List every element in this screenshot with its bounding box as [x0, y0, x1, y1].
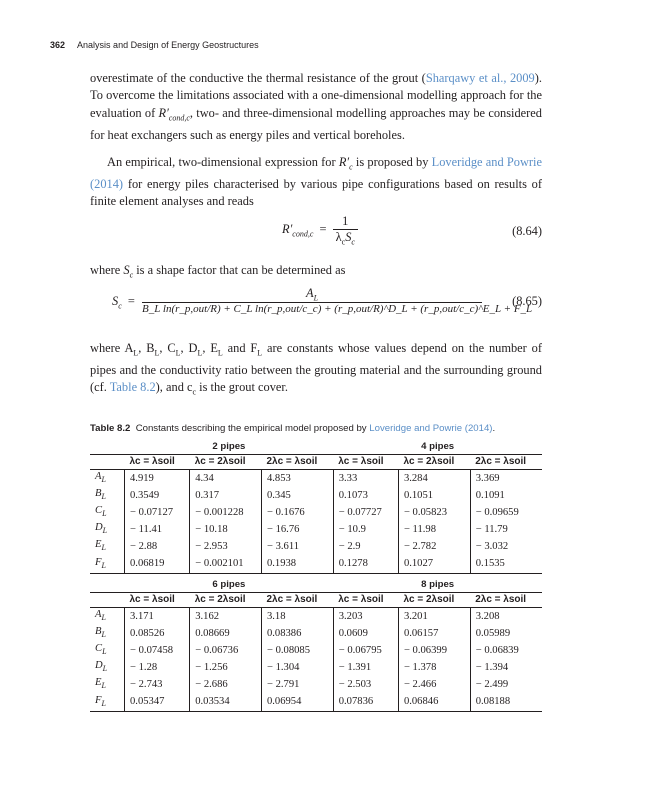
table-cell: − 10.18: [190, 521, 262, 538]
table-cell: − 2.466: [398, 676, 470, 693]
table-cell: 3.33: [333, 470, 398, 488]
column-header: 2λc = λsoil: [470, 455, 542, 470]
table-caption: Table 8.2 Constants describing the empirical model proposed by Loveridge and Powrie (2014).: [90, 423, 496, 434]
table-cell: 0.1938: [261, 556, 333, 574]
table-cell: 3.18: [261, 608, 333, 626]
table-cell: 0.1535: [470, 556, 542, 574]
table-cell: 0.03534: [190, 694, 262, 712]
table-row: [90, 521, 542, 538]
row-label: $F_L$: [90, 694, 125, 712]
row-label: $E_L$: [95, 677, 106, 691]
equation-8-64: $R'_{cond,c}$ = $\frac{1}{\lambda_cS_c}$ (8.64): [282, 214, 542, 247]
running-title: Analysis and Design of Energy Geostructures: [77, 40, 259, 50]
blank-cell: [90, 440, 125, 455]
column-header: λc = 2λsoil: [398, 593, 470, 608]
table-row: [90, 487, 542, 504]
page-number: 362: [50, 40, 66, 50]
table-cell: − 1.394: [470, 659, 542, 676]
blank-header: [90, 593, 125, 608]
table-cell: 0.0609: [333, 625, 398, 642]
table-cell: 0.05989: [470, 625, 542, 642]
table-cell: 4.853: [261, 470, 333, 488]
table-row: [90, 694, 542, 712]
table-cell: 3.203: [333, 608, 398, 626]
table-row: [90, 556, 542, 574]
table-cell: 0.1073: [333, 487, 398, 504]
constants-table-block-1: [90, 440, 542, 574]
equation-denominator: B_L ln(r_p,out/R) + C_L ln(r_p,out/c_c) + (r_p,out/R)^D_L + (r_p,out/c_c)^E_L + F_L: [142, 303, 533, 316]
table-cell: − 2.88: [125, 538, 190, 555]
table-cell: − 0.07458: [125, 642, 190, 659]
caption-citation[interactable]: Loveridge and Powrie (2014): [369, 423, 493, 434]
table-cell: 0.05347: [125, 694, 190, 712]
column-header: λc = λsoil: [125, 455, 190, 470]
table-cell: 3.171: [125, 608, 190, 626]
table-cell: 0.1278: [333, 556, 398, 574]
group-header-row: [90, 440, 542, 455]
table-cell: 0.08526: [125, 625, 190, 642]
table-cell: 0.08669: [190, 625, 262, 642]
column-header-row: [90, 593, 542, 608]
table-row: [90, 659, 542, 676]
group-header: 8 pipes: [421, 579, 455, 590]
table-cell: − 2.503: [333, 676, 398, 693]
column-header: λc = 2λsoil: [398, 455, 470, 470]
table-reference[interactable]: Table 8.2: [109, 380, 156, 395]
table-cell: − 0.06795: [333, 642, 398, 659]
table-cell: − 0.002101: [190, 556, 262, 574]
row-label: $D_L$: [95, 522, 108, 536]
column-header: 2λc = λsoil: [261, 455, 333, 470]
table-cell: 4.34: [190, 470, 262, 488]
table-cell: 3.208: [470, 608, 542, 626]
table-cell: − 16.76: [261, 521, 333, 538]
citation-sharqawy[interactable]: Sharqawy et al., 2009: [425, 71, 535, 85]
table-cell: − 11.98: [398, 521, 470, 538]
table-cell: 3.201: [398, 608, 470, 626]
table-cell: − 1.391: [333, 659, 398, 676]
table-cell: − 0.1676: [261, 504, 333, 521]
row-label: $B_L$: [95, 488, 106, 502]
column-header: λc = λsoil: [333, 593, 398, 608]
table-cell: − 10.9: [333, 521, 398, 538]
table-cell: − 0.07727: [333, 504, 398, 521]
table-cell: 0.08188: [470, 694, 542, 712]
table-cell: 4.919: [125, 470, 190, 488]
table-cell: − 0.05823: [398, 504, 470, 521]
column-header: 2λc = λsoil: [470, 593, 542, 608]
citation-loveridge[interactable]: Loveridge and Powrie (2014): [90, 155, 542, 191]
table-cell: − 2.743: [125, 676, 190, 693]
table-row: [90, 504, 542, 521]
table-cell: − 0.09659: [470, 504, 542, 521]
table-cell: − 0.08085: [261, 642, 333, 659]
table-cell: 0.06157: [398, 625, 470, 642]
equation-8-65: $S_c$ = $A_L$ B_L ln(r_p,out/R) + C_L ln(r_p,out/c_c) + (r_p,out/R)^D_L + (r_p,out/c_c)^E_L + F_L (8.65): [112, 286, 542, 316]
table-cell: 0.1091: [470, 487, 542, 504]
table-cell: 3.284: [398, 470, 470, 488]
row-label: $E_L$: [95, 539, 106, 553]
table-cell: − 3.032: [470, 538, 542, 555]
table-cell: − 2.953: [190, 538, 262, 555]
table-cell: 0.07836: [333, 694, 398, 712]
table-row: [90, 470, 542, 488]
row-label: $A_L$: [95, 609, 106, 623]
table-cell: − 2.782: [398, 538, 470, 555]
table-cell: − 0.001228: [190, 504, 262, 521]
table-cell: 0.345: [261, 487, 333, 504]
table-cell: 0.08386: [261, 625, 333, 642]
column-header: λc = 2λsoil: [190, 593, 262, 608]
table-cell: 3.369: [470, 470, 542, 488]
column-header-row: [90, 455, 542, 470]
table-row: [90, 608, 542, 626]
table-cell: 0.06819: [125, 556, 190, 574]
table-cell: − 1.256: [190, 659, 262, 676]
table-cell: 0.317: [190, 487, 262, 504]
table-cell: − 0.06736: [190, 642, 262, 659]
group-header: 2 pipes: [212, 441, 246, 452]
table-cell: − 1.378: [398, 659, 470, 676]
group-header-row: [90, 578, 542, 593]
table-cell: − 2.499: [470, 676, 542, 693]
paragraph-2: An empirical, two-dimensional expression for $R'_c$ is proposed by Loveridge and Powrie (2014) for energy piles characterised by various pipe configurations based on results of finite element analyses and reads: [90, 155, 542, 209]
table-cell: − 11.79: [470, 521, 542, 538]
column-header: 2λc = λsoil: [261, 593, 333, 608]
equation-number: (8.64): [512, 224, 542, 238]
row-label: $B_L$: [95, 626, 106, 640]
equation-number: (8.65): [512, 294, 542, 308]
table-cell: 0.1027: [398, 556, 470, 574]
table-cell: − 2.9: [333, 538, 398, 555]
constants-table-block-2: [90, 578, 542, 712]
column-header: λc = λsoil: [333, 455, 398, 470]
table-cell: − 0.06839: [470, 642, 542, 659]
blank-header: [90, 455, 125, 470]
column-header: λc = 2λsoil: [190, 455, 262, 470]
table-cell: − 2.686: [190, 676, 262, 693]
table-row: [90, 625, 542, 642]
table-cell: − 3.611: [261, 538, 333, 555]
table-cell: 0.06954: [261, 694, 333, 712]
table-cell: − 0.07127: [125, 504, 190, 521]
column-header: λc = λsoil: [125, 593, 190, 608]
table-cell: 0.3549: [125, 487, 190, 504]
table-cell: − 0.06399: [398, 642, 470, 659]
paragraph-3: where $S_c$ is a shape factor that can be determined as: [90, 263, 346, 280]
table-row: [90, 676, 542, 693]
row-label: $D_L$: [95, 660, 108, 674]
table-cell: − 1.28: [125, 659, 190, 676]
table-cell: − 2.791: [261, 676, 333, 693]
table-cell: − 11.41: [125, 521, 190, 538]
group-header: 4 pipes: [421, 441, 455, 452]
blank-cell: [90, 578, 125, 593]
row-label: $F_L$: [90, 556, 125, 574]
paragraph-1: overestimate of the conductive the thermal resistance of the grout (Sharqawy et al., 2009). To overcome the limitations associated with a one-dimensional modelling approach for the evaluation of $R'_{cond,c}$, two- and three-dimensional modelling approaches may be considered for heat exchangers such as energy piles and vertical boreholes.: [90, 71, 542, 142]
row-label: $C_L$: [95, 643, 107, 657]
table-row: [90, 642, 542, 659]
paragraph-4: where $A_L$, $B_L$, $C_L$, $D_L$, $E_L$ and $F_L$ are constants whose values depend on the number of pipes and the conductivity ratio between the grouting material and the surrounding ground (cf. Table 8.2), and $c_c$ is the grout cover.: [90, 341, 542, 397]
table-cell: 0.06846: [398, 694, 470, 712]
table-cell: 3.162: [190, 608, 262, 626]
table-row: [90, 538, 542, 555]
table-cell: − 1.304: [261, 659, 333, 676]
running-header: [50, 40, 259, 50]
row-label: $A_L$: [95, 471, 106, 485]
group-header: 6 pipes: [212, 579, 246, 590]
row-label: $C_L$: [95, 505, 107, 519]
table-cell: 0.1051: [398, 487, 470, 504]
